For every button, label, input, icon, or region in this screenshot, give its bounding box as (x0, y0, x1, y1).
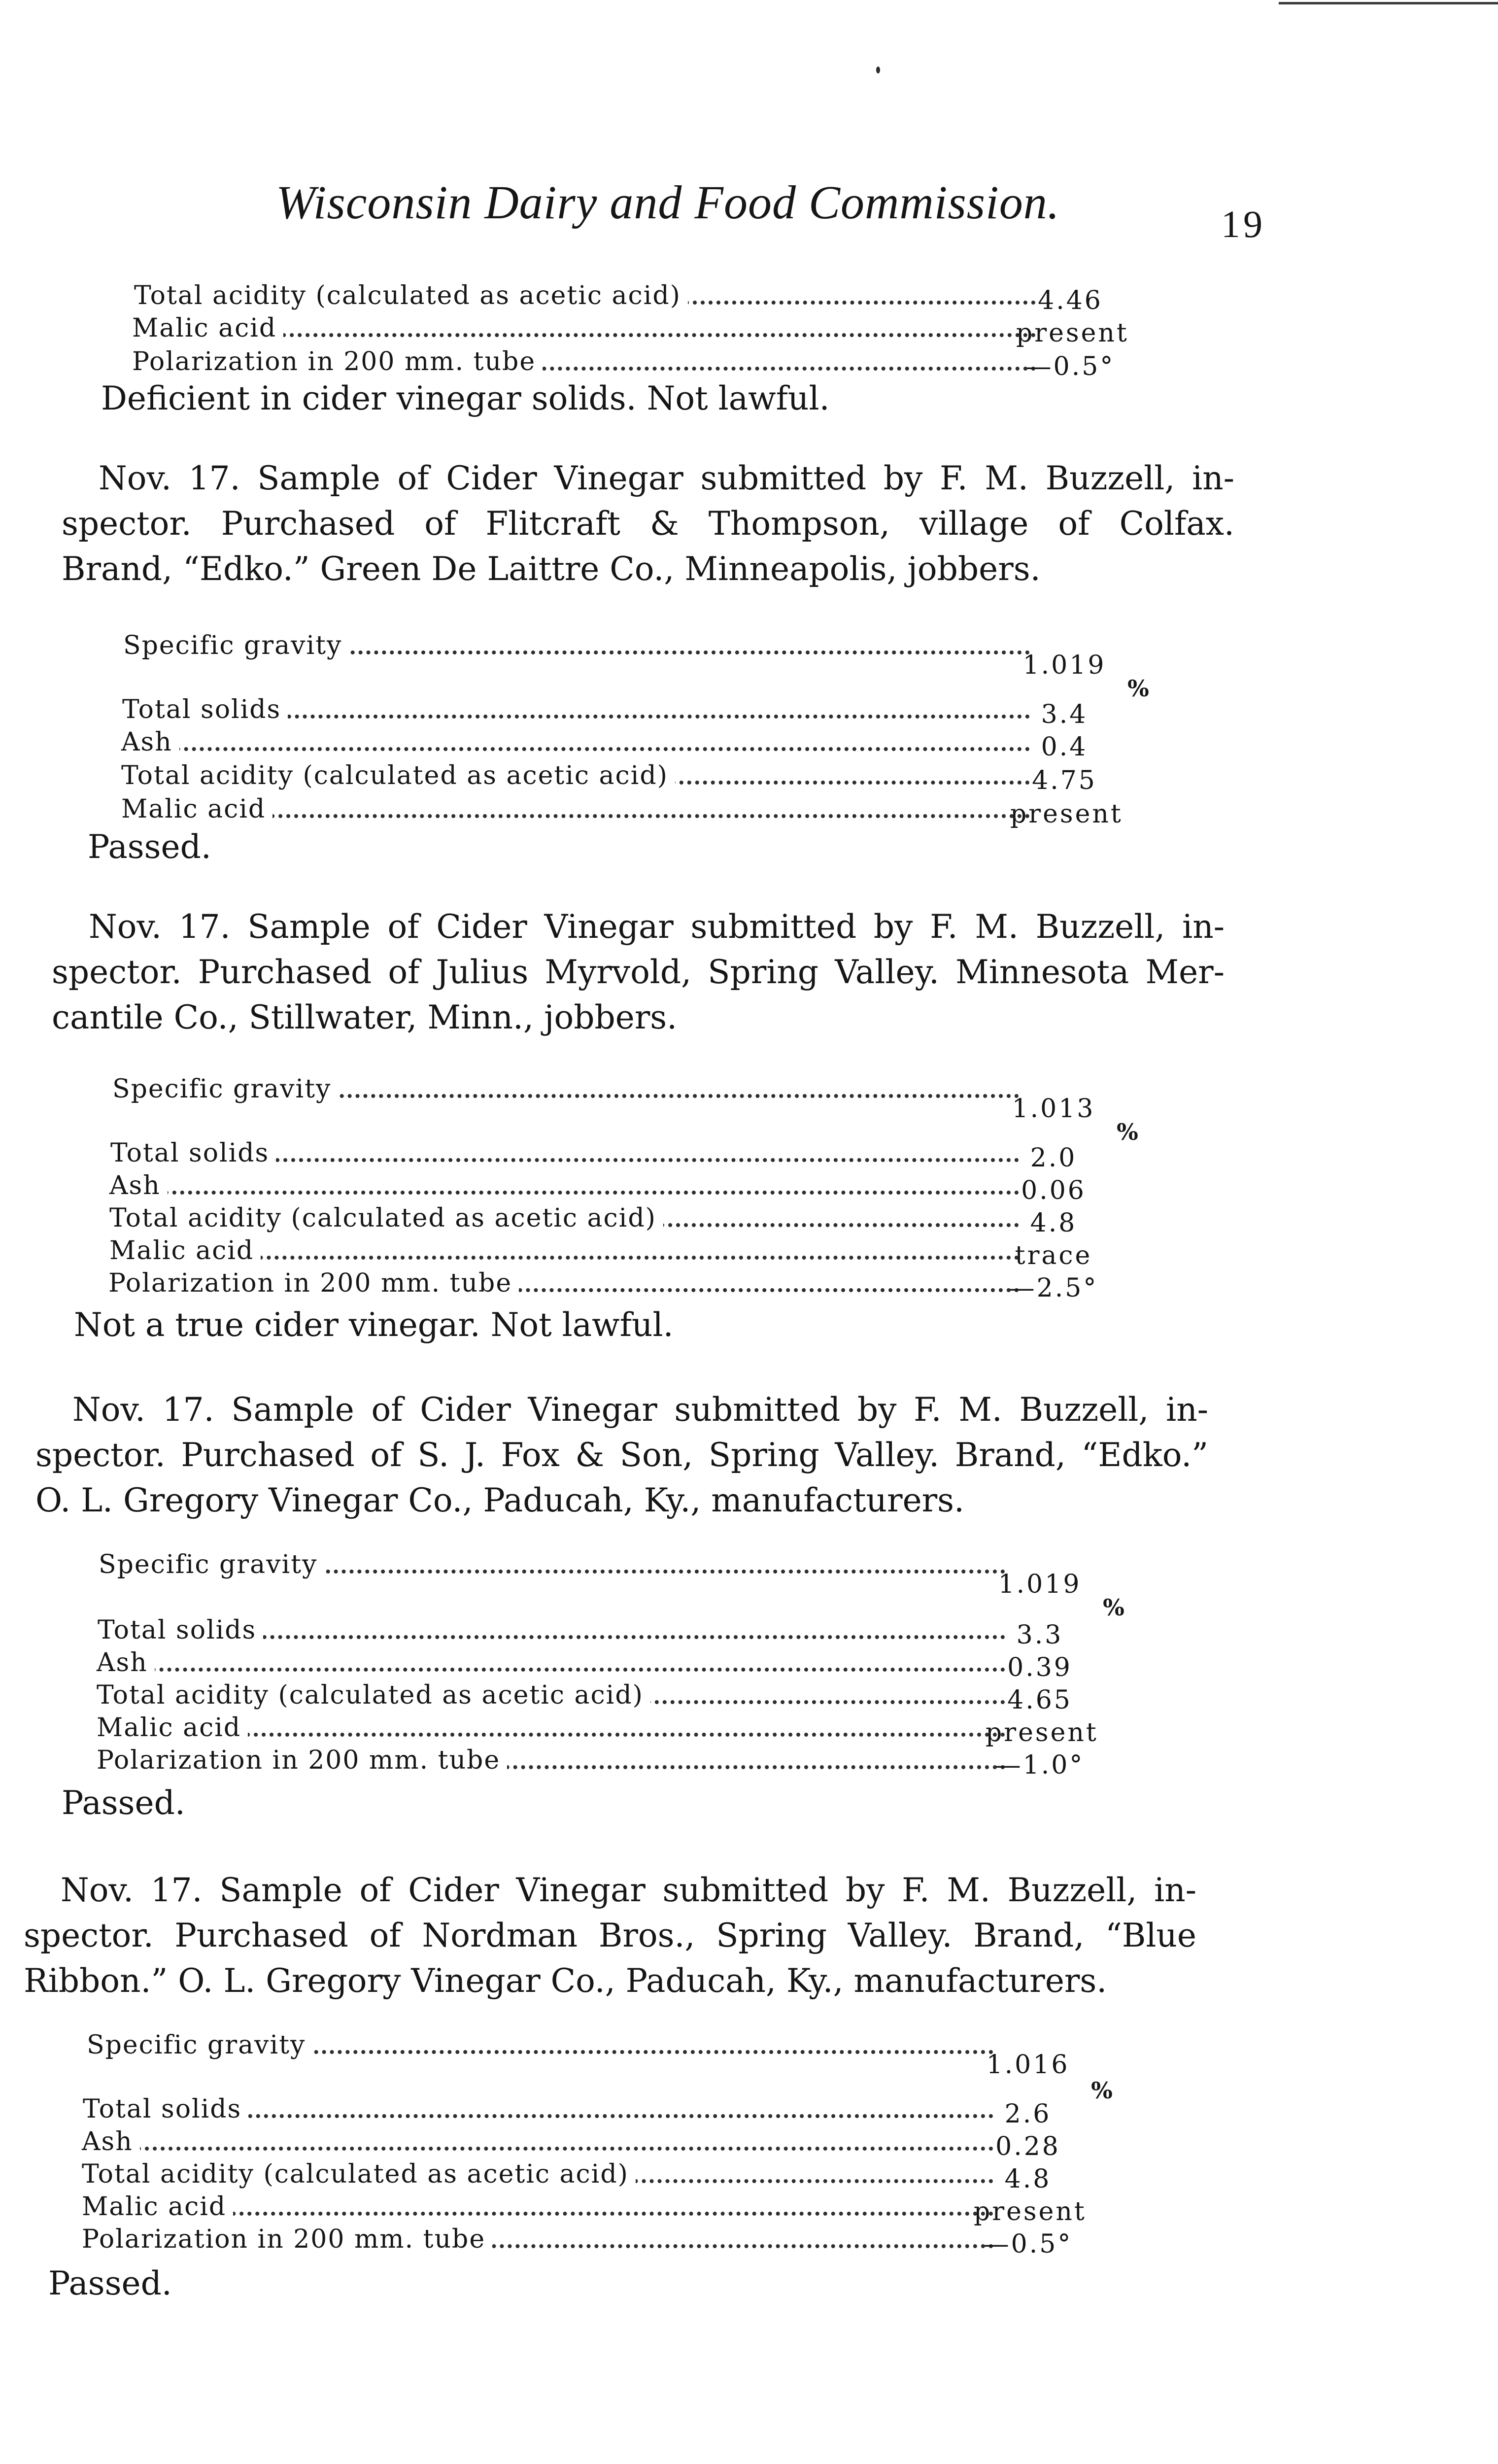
analysis-value: —2.5° (1009, 1273, 1098, 1303)
analysis-value: —0.5° (1025, 352, 1115, 381)
description-line: Nov. 17. Sample of Cider Vinegar submitted by F. M. Buzzell, in- (99, 459, 1234, 497)
description-line: Nov. 17. Sample of Cider Vinegar submitted by F. M. Buzzell, in- (61, 1871, 1196, 1909)
specific-gravity-row (99, 1545, 1082, 1599)
specific-gravity-row (123, 626, 1106, 680)
analysis-value: 2.6 (1004, 2099, 1052, 2129)
analysis-value: trace (1015, 1241, 1092, 1270)
specific-gravity-row (87, 2025, 1070, 2080)
analysis-value: 0.06 (1021, 1176, 1086, 1205)
analysis-value: present (1016, 318, 1129, 348)
sample-description (35, 1387, 1208, 1523)
analysis-row (121, 722, 1088, 762)
analysis-label: Specific gravity (123, 631, 349, 660)
analysis-row (98, 1610, 1063, 1650)
analysis-row (110, 1133, 1077, 1173)
analysis-value: 0.39 (1007, 1653, 1072, 1682)
analysis-label: Ash (109, 1171, 168, 1200)
paper-speck (876, 67, 880, 73)
description-line: spector. Purchased of Flitcraft & Thompson, village of Colfax. (62, 505, 1234, 543)
analysis-value: 4.46 (1038, 286, 1103, 315)
leader-dots (97, 1668, 1005, 1672)
description-line: Nov. 17. Sample of Cider Vinegar submitted by F. M. Buzzell, in- (72, 1391, 1208, 1429)
analysis-label: Total solids (98, 1615, 263, 1645)
analysis-label: Specific gravity (99, 1550, 324, 1579)
analysis-label: Specific gravity (112, 1074, 338, 1104)
analysis-row (109, 1198, 1077, 1238)
analysis-value: present (1010, 799, 1123, 829)
analysis-value: 2.0 (1030, 1143, 1077, 1173)
analysis-value: —0.5° (983, 2229, 1073, 2259)
analysis-label: Polarization in 200 mm. tube (132, 347, 543, 376)
analysis-row (97, 1643, 1072, 1682)
analysis-label: Total solids (122, 695, 288, 724)
leader-dots (82, 2147, 993, 2151)
percent-unit-mark: % (1103, 1594, 1124, 1621)
analysis-label: Total acidity (calculated as acetic acid) (109, 1203, 663, 1233)
analysis-value: 1.016 (986, 2050, 1070, 2080)
analysis-value: 1.013 (1012, 1094, 1095, 1124)
analysis-label: Malic acid (132, 313, 283, 343)
analysis-value: 1.019 (1022, 650, 1106, 680)
leader-dots (109, 1191, 1019, 1195)
verdict-text: Deficient in cider vinegar solids. Not lawful. (101, 379, 830, 417)
analysis-value: 3.3 (1016, 1620, 1063, 1650)
verdict-text: Passed. (48, 2264, 172, 2302)
analysis-label: Total acidity (calculated as acetic acid) (82, 2159, 636, 2189)
percent-unit-mark: % (1091, 2077, 1113, 2104)
verdict-text: Passed. (62, 1784, 185, 1822)
analysis-label: Total acidity (calculated as acetic acid) (97, 1680, 650, 1710)
percent-unit-mark: % (1117, 1119, 1138, 1145)
analysis-row (97, 1708, 1098, 1747)
analysis-row (121, 789, 1123, 829)
sample-description (24, 1868, 1196, 2004)
analysis-row (122, 690, 1088, 729)
analysis-label: Malic acid (121, 794, 272, 824)
analysis-row (82, 2155, 1052, 2194)
top-edge-rule (1279, 2, 1498, 4)
analysis-label: Ash (97, 1648, 155, 1677)
sample-description (62, 456, 1234, 592)
percent-unit-mark: % (1127, 675, 1149, 702)
analysis-label: Total acidity (calculated as acetic acid) (121, 761, 675, 790)
analysis-label: Malic acid (82, 2192, 233, 2222)
analysis-value: —1.0° (995, 1750, 1085, 1780)
analysis-label: Polarization in 200 mm. tube (97, 1745, 507, 1775)
analysis-value: present (986, 1718, 1098, 1747)
page-number: 19 (1221, 203, 1265, 245)
analysis-value: 4.8 (1030, 1208, 1077, 1238)
analysis-label: Total solids (110, 1138, 276, 1168)
analysis-row (82, 2122, 1060, 2161)
specific-gravity-row (112, 1069, 1095, 1124)
description-line: Nov. 17. Sample of Cider Vinegar submitted by F. M. Buzzell, in- (89, 908, 1225, 946)
analysis-value: 4.75 (1032, 766, 1097, 795)
analysis-row (109, 1166, 1086, 1205)
analysis-label: Malic acid (109, 1236, 261, 1266)
sample-description (52, 904, 1225, 1040)
verdict-text: Passed. (88, 828, 211, 866)
description-line: spector. Purchased of Julius Myrvold, Spring Valley. Minnesota Mer- (52, 953, 1225, 991)
analysis-value: present (974, 2197, 1087, 2226)
analysis-row (82, 2220, 1073, 2259)
analysis-label: Specific gravity (87, 2030, 312, 2060)
analysis-row (132, 342, 1115, 381)
analysis-value: 0.28 (995, 2132, 1060, 2161)
analysis-label: Polarization in 200 mm. tube (108, 1268, 519, 1298)
description-line: O. L. Gregory Vinegar Co., Paducah, Ky., manufacturers. (35, 1481, 965, 1519)
analysis-label: Polarization in 200 mm. tube (82, 2224, 492, 2254)
analysis-row (121, 756, 1097, 795)
analysis-value: 0.4 (1041, 732, 1088, 762)
running-header-title: Wisconsin Dairy and Food Commission. (276, 176, 1060, 229)
analysis-label: Ash (82, 2127, 140, 2156)
analysis-row (82, 2187, 1087, 2226)
analysis-value: 4.65 (1007, 1685, 1072, 1715)
analysis-row (83, 2089, 1052, 2129)
description-line: spector. Purchased of Nordman Bros., Spring Valley. Brand, “Blue (24, 1916, 1196, 1954)
analysis-value: 1.019 (998, 1570, 1082, 1599)
analysis-row (134, 276, 1103, 315)
description-line: cantile Co., Stillwater, Minn., jobbers. (52, 998, 678, 1036)
analysis-label: Ash (121, 727, 179, 757)
verdict-text: Not a true cider vinegar. Not lawful. (74, 1306, 674, 1344)
analysis-label: Total solids (83, 2094, 248, 2124)
description-line: spector. Purchased of S. J. Fox & Son, Spring Valley. Brand, “Edko.” (35, 1436, 1208, 1474)
analysis-row (97, 1676, 1072, 1715)
analysis-row (132, 308, 1129, 348)
analysis-value: 3.4 (1041, 700, 1088, 729)
description-line: Brand, “Edko.” Green De Laittre Co., Minneapolis, jobbers. (62, 550, 1041, 588)
analysis-row (109, 1231, 1092, 1270)
description-line: Ribbon.” O. L. Gregory Vinegar Co., Paducah, Ky., manufacturers. (24, 1962, 1107, 2000)
analysis-row (108, 1264, 1098, 1303)
leader-dots (121, 747, 1030, 751)
analysis-row (97, 1741, 1085, 1780)
analysis-label: Total acidity (calculated as acetic acid) (134, 281, 688, 310)
analysis-value: 4.8 (1004, 2164, 1052, 2194)
analysis-label: Malic acid (97, 1713, 248, 1743)
